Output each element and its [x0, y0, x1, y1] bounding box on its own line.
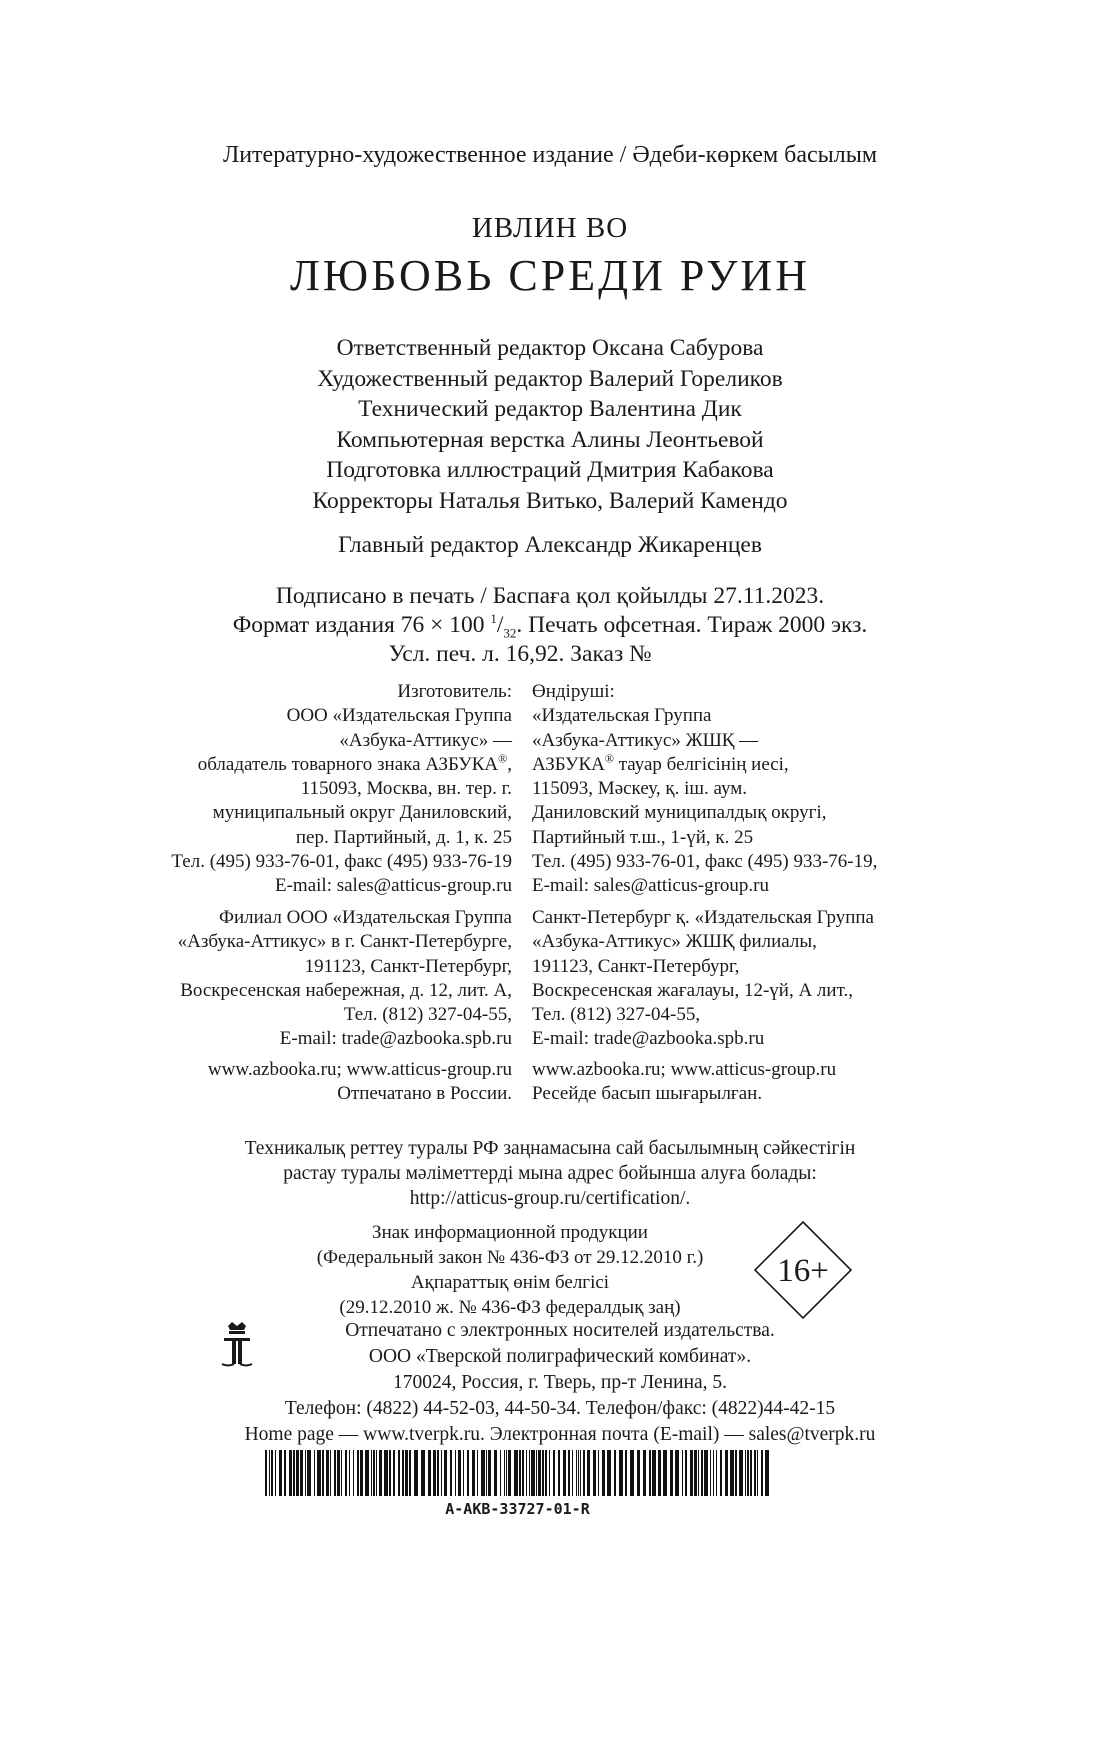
manufacturer-header: Изготовитель: — [397, 681, 512, 702]
barcode-bar — [506, 1450, 507, 1496]
branch-kz — [532, 906, 874, 1052]
manufacturer-line: Партийный т.ш., 1-үй, к. 25 — [532, 826, 754, 848]
age-rating-label: 16+ — [777, 1253, 829, 1289]
printer-info — [180, 1318, 940, 1448]
barcode-bar — [293, 1450, 295, 1496]
barcode-bar — [725, 1450, 728, 1496]
certification-url: http://atticus-group.ru/certification/. — [409, 1188, 691, 1209]
barcode-bar — [458, 1450, 461, 1496]
printed-in: Ресейде басып шығарылған. — [532, 1083, 763, 1105]
barcode-bar — [578, 1450, 579, 1496]
manufacturer-line: 115093, Москва, вн. тер. г. — [300, 778, 512, 800]
barcode-bar — [572, 1450, 573, 1496]
barcode-bar — [747, 1450, 749, 1496]
barcode-bar — [279, 1450, 282, 1496]
barcode-bar — [373, 1450, 375, 1496]
info-product-sign — [250, 1220, 770, 1320]
barcode-bar — [637, 1450, 640, 1496]
barcode-bar — [317, 1450, 321, 1496]
barcode-bar — [450, 1450, 452, 1496]
barcode-bar — [553, 1450, 555, 1496]
website-links: www.azbooka.ru; www.atticus-group.ru — [207, 1059, 512, 1080]
barcode-bar — [353, 1450, 354, 1496]
manufacturer-line — [171, 753, 512, 777]
barcode-bar — [269, 1450, 270, 1496]
format-fraction-sep: / — [496, 612, 504, 638]
barcode-bar — [472, 1450, 475, 1496]
order-line: Усл. печ. л. 16,92. Заказ № — [388, 641, 652, 667]
barcode-bar — [376, 1450, 377, 1496]
format-prefix: Формат издания 76 × 100 — [232, 612, 491, 638]
barcode-bar — [371, 1450, 372, 1496]
barcode-bar — [602, 1450, 605, 1496]
format-line — [0, 611, 1100, 640]
barcode-bar — [428, 1450, 431, 1496]
barcode-bar — [614, 1450, 616, 1496]
barcode-bar — [305, 1450, 306, 1496]
branch-line: 191123, Санкт-Петербург, — [532, 955, 740, 977]
barcode-bar — [389, 1450, 391, 1496]
printer-web: Home page — www.tverpk.ru. Электронная почта (E-mail) — sales@tverpk.ru — [244, 1424, 876, 1445]
barcode-label: A-AKB-33727-01-R — [445, 1500, 590, 1518]
trademark-suffix: , — [507, 753, 512, 775]
barcode-bar — [486, 1450, 487, 1496]
branch-line: Филиал ООО «Издательская Группа — [218, 907, 512, 928]
branch-line: Санкт-Петербург қ. «Издательская Группа — [532, 907, 874, 928]
manufacturer-email: E-mail: sales@atticus-group.ru — [275, 875, 512, 897]
barcode-bar — [558, 1450, 560, 1496]
barcode-bar — [508, 1450, 511, 1496]
barcode-bar — [384, 1450, 388, 1496]
barcode-bar — [690, 1450, 693, 1496]
chief-editor: Главный редактор Александр Жикаренцев — [338, 532, 762, 558]
age-rating-diamond — [753, 1220, 853, 1320]
barcode — [265, 1450, 770, 1496]
branch-line: «Азбука-Аттикус» ЖШҚ филиалы, — [532, 931, 817, 953]
barcode-bar — [529, 1450, 530, 1496]
barcode-bar — [481, 1450, 485, 1496]
staff-line: Подготовка иллюстраций Дмитрия Кабакова — [326, 457, 774, 483]
barcode-bar — [271, 1450, 273, 1496]
barcode-bar — [500, 1450, 501, 1496]
printer-phone: Телефон: (4822) 44-52-03, 44-50-34. Телефон/факс: (4822)44-42-15 — [284, 1398, 836, 1419]
branch-line: Воскресенская жағалауы, 12-үй, А лит., — [532, 979, 853, 1001]
barcode-bar — [433, 1450, 436, 1496]
info-sign-line: Ақпараттық өнім белгісі — [410, 1272, 610, 1293]
barcode-bar — [536, 1450, 537, 1496]
barcode-bar — [701, 1450, 703, 1496]
manufacturer-email: E-mail: sales@atticus-group.ru — [532, 875, 769, 897]
barcode-bar — [685, 1450, 687, 1496]
barcode-bar — [649, 1450, 651, 1496]
barcode-bar — [284, 1450, 286, 1496]
registered-mark: ® — [498, 751, 508, 766]
barcode-bar — [694, 1450, 697, 1496]
printer-line: Отпечатано с электронных носителей издательства. — [345, 1320, 775, 1341]
barcode-bar — [379, 1450, 382, 1496]
editorial-staff — [0, 333, 1100, 516]
certification-note — [0, 1136, 1100, 1211]
barcode-bar — [619, 1450, 623, 1496]
trademark-text: обладатель товарного знака АЗБУКА — [197, 753, 499, 775]
barcode-bar — [587, 1450, 590, 1496]
branch-phone: Тел. (812) 327-04-55, — [343, 1004, 512, 1026]
barcode-bar — [761, 1450, 763, 1496]
manufacturer-line: муниципальный округ Даниловский, — [212, 802, 512, 824]
format-suffix: . Печать офсетная. Тираж 2000 экз. — [516, 612, 868, 638]
manufacturer-line: «Издательская Группа — [532, 705, 712, 727]
barcode-bar — [265, 1450, 267, 1496]
barcode-bar — [542, 1450, 544, 1496]
barcode-bar — [580, 1450, 581, 1496]
info-sign-line: (29.12.2010 ж. № 436-ФЗ федералдық заң) — [339, 1297, 681, 1318]
manufacturer-kz — [532, 680, 877, 899]
printer-name: ООО «Тверской полиграфический комбинат». — [368, 1346, 752, 1367]
barcode-bar — [514, 1450, 518, 1496]
registered-mark: ® — [604, 751, 614, 766]
branch-line: 191123, Санкт-Петербург, — [304, 955, 512, 977]
barcode-bar — [598, 1450, 599, 1496]
barcode-bar — [531, 1450, 535, 1496]
manufacturer-line: «Азбука-Аттикус» ЖШҚ — — [532, 729, 759, 751]
manufacturer-line: «Азбука-Аттикус» — — [339, 729, 512, 751]
barcode-bar — [670, 1450, 673, 1496]
signed-to-print: Подписано в печать / Баспаға қол қойылды 27.11.2023. — [275, 583, 825, 609]
barcode-bar — [643, 1450, 646, 1496]
barcode-bar — [675, 1450, 679, 1496]
barcode-bar — [538, 1450, 541, 1496]
barcode-bar — [730, 1450, 734, 1496]
barcode-bar — [658, 1450, 661, 1496]
branch-line: Воскресенская набережная, д. 12, лит. А, — [180, 979, 512, 1001]
manufacturer-ru — [171, 680, 512, 899]
barcode-bar — [414, 1450, 418, 1496]
barcode-bar — [345, 1450, 347, 1496]
barcode-bar — [289, 1450, 292, 1496]
barcode-bar — [334, 1450, 336, 1496]
certification-line: растау туралы мәліметтерді мына адрес бойынша алуға болады: — [283, 1163, 817, 1184]
barcode-bar — [275, 1450, 276, 1496]
barcode-bar — [398, 1450, 400, 1496]
print-info — [0, 582, 1100, 669]
manufacturer-header: Өндіруші: — [532, 681, 615, 702]
barcode-bar — [494, 1450, 497, 1496]
barcode-bar — [365, 1450, 369, 1496]
barcode-bar — [720, 1450, 722, 1496]
printed-in: Отпечатано в России. — [337, 1083, 512, 1105]
barcode-bar — [441, 1450, 442, 1496]
manufacturer-line: ООО «Издательская Группа — [286, 705, 512, 727]
info-sign-line: (Федеральный закон № 436-ФЗ от 29.12.2010 г.) — [316, 1247, 704, 1268]
printer-address: 170024, Россия, г. Тверь, пр-т Ленина, 5. — [392, 1372, 728, 1393]
barcode-bar — [444, 1450, 447, 1496]
manufacturer-line — [532, 753, 877, 777]
barcode-bar — [526, 1450, 527, 1496]
manufacturer-phone: Тел. (495) 933-76-01, факс (495) 933-76-19 — [171, 851, 512, 873]
barcode-bar — [488, 1450, 491, 1496]
barcode-bar — [593, 1450, 596, 1496]
barcode-bar — [754, 1450, 756, 1496]
barcode-bar — [360, 1450, 363, 1496]
staff-line: Технический редактор Валентина Дик — [358, 396, 742, 422]
manufacturer-line: Даниловский муниципалдық округі, — [532, 802, 827, 824]
manufacturer-phone: Тел. (495) 933-76-01, факс (495) 933-76-19, — [532, 851, 878, 873]
manufacturer-line: 115093, Мәскеу, қ. іш. аум. — [532, 778, 748, 800]
barcode-bar — [745, 1450, 746, 1496]
barcode-bar — [549, 1450, 550, 1496]
book-title: ЛЮБОВЬ СРЕДИ РУИН — [290, 251, 810, 300]
barcode-bar — [326, 1450, 329, 1496]
book-author: ИВЛИН ВО — [471, 212, 629, 244]
format-fraction-den: 32 — [503, 625, 517, 641]
web-ru — [208, 1058, 512, 1107]
barcode-bar — [357, 1450, 359, 1496]
barcode-bar — [716, 1450, 717, 1496]
barcode-bar — [545, 1450, 547, 1496]
barcode-bar — [713, 1450, 714, 1496]
info-sign-line: Знак информационной продукции — [372, 1222, 648, 1243]
branch-phone: Тел. (812) 327-04-55, — [532, 1004, 701, 1026]
barcode-bar — [757, 1450, 758, 1496]
barcode-bar — [583, 1450, 585, 1496]
barcode-bar — [349, 1450, 350, 1496]
edition-genre: Литературно-художественное издание / Әдеби-көркем басылым — [222, 142, 878, 168]
barcode-bar — [576, 1450, 577, 1496]
barcode-bar — [519, 1450, 521, 1496]
barcode-bar — [663, 1450, 667, 1496]
barcode-bar — [393, 1450, 395, 1496]
barcode-bar — [765, 1450, 769, 1496]
certification-line: Техникалық реттеу туралы РФ заңнамасына сай басылымның сәйкестігін — [244, 1138, 856, 1159]
staff-line: Художественный редактор Валерий Гореликов — [317, 365, 783, 392]
staff-line: Корректоры Наталья Витько, Валерий Камендо — [312, 487, 788, 514]
barcode-bar — [409, 1450, 411, 1496]
barcode-bar — [296, 1450, 299, 1496]
barcode-bar — [300, 1450, 303, 1496]
barcode-bar — [750, 1450, 752, 1496]
branch-email: E-mail: trade@azbooka.spb.ru — [279, 1028, 512, 1050]
barcode-bar — [563, 1450, 566, 1496]
barcode-bar — [322, 1450, 324, 1496]
branch-line: «Азбука-Аттикус» в г. Санкт-Петербурге, — [177, 931, 512, 953]
barcode-bar — [307, 1450, 311, 1496]
staff-line: Ответственный редактор Оксана Сабурова — [336, 335, 764, 361]
barcode-bar — [522, 1450, 524, 1496]
web-kz — [532, 1058, 836, 1107]
barcode-bar — [402, 1450, 404, 1496]
barcode-bar — [625, 1450, 627, 1496]
barcode-bar — [421, 1450, 425, 1496]
format-fraction-num: 1 — [490, 611, 497, 627]
branch-email: E-mail: trade@azbooka.spb.ru — [532, 1028, 765, 1050]
trademark-text: АЗБУКА — [532, 753, 605, 775]
barcode-bar — [467, 1450, 469, 1496]
barcode-bar — [698, 1450, 699, 1496]
barcode-bar — [607, 1450, 611, 1496]
barcode-bar — [735, 1450, 737, 1496]
barcode-bar — [652, 1450, 656, 1496]
staff-line: Компьютерная верстка Алины Леонтьевой — [336, 426, 764, 453]
barcode-bar — [682, 1450, 683, 1496]
barcode-bar — [314, 1450, 315, 1496]
barcode-bar — [739, 1450, 743, 1496]
website-links: www.azbooka.ru; www.atticus-group.ru — [532, 1059, 837, 1080]
trademark-suffix: тауар белгісінің иесі, — [613, 753, 789, 775]
barcode-bar — [710, 1450, 711, 1496]
barcode-bar — [437, 1450, 439, 1496]
barcode-bar — [337, 1450, 340, 1496]
barcode-bar — [463, 1450, 464, 1496]
barcode-bar — [330, 1450, 331, 1496]
barcode-bar — [455, 1450, 456, 1496]
barcode-bar — [477, 1450, 478, 1496]
barcode-bar — [504, 1450, 505, 1496]
barcode-bar — [704, 1450, 708, 1496]
barcode-bar — [568, 1450, 570, 1496]
barcode-bar — [405, 1450, 408, 1496]
manufacturer-line: пер. Партийный, д. 1, к. 25 — [295, 826, 512, 848]
barcode-bar — [341, 1450, 342, 1496]
branch-ru — [178, 906, 512, 1052]
barcode-bar — [630, 1450, 634, 1496]
